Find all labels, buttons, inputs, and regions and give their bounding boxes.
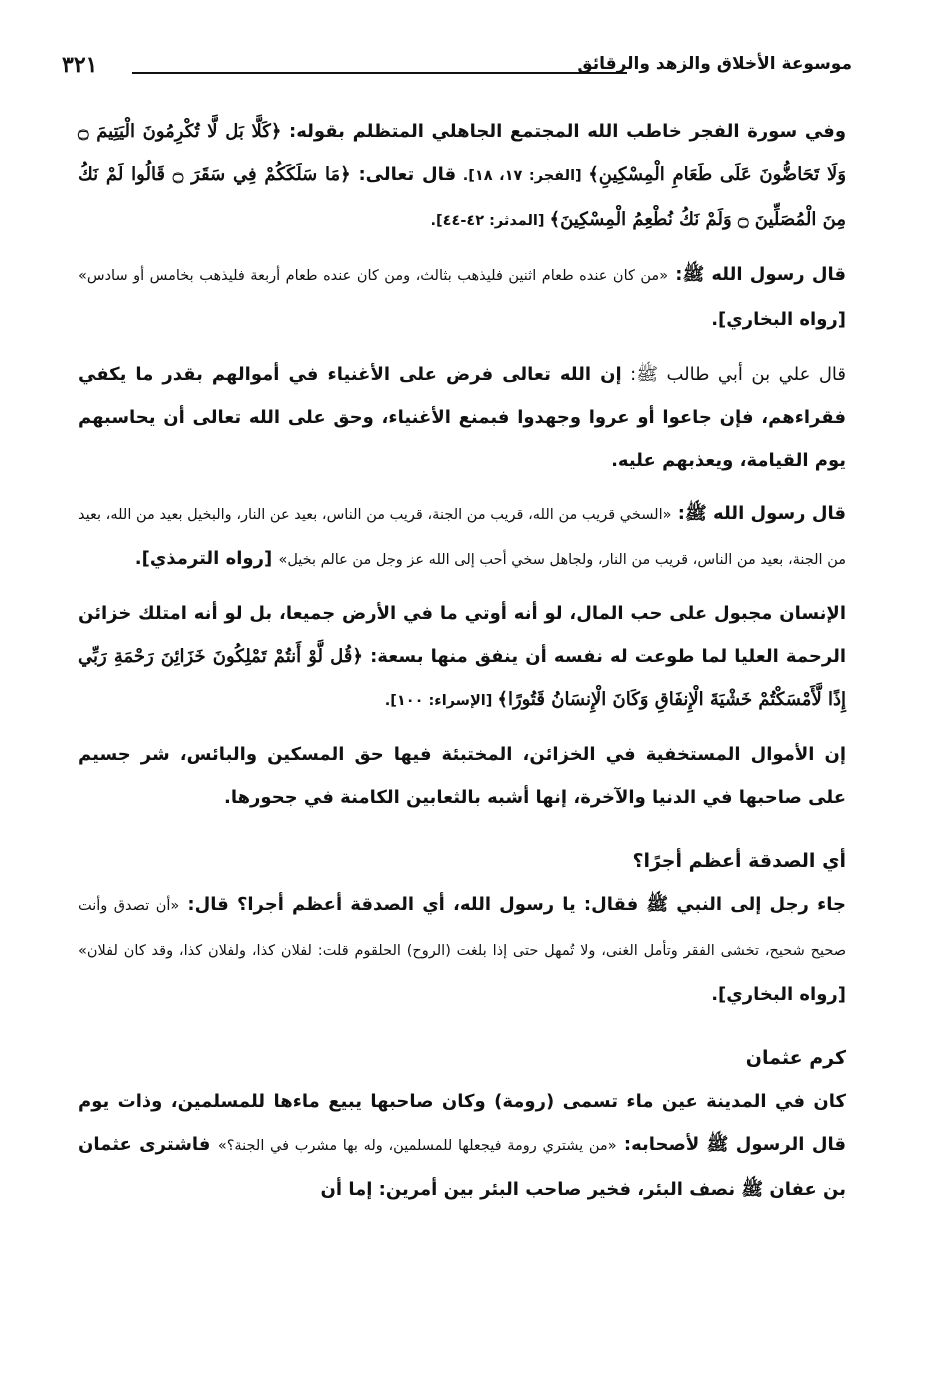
page-content — [78, 110, 846, 1221]
paragraph-lead: جاء رجل إلى النبي ﷺ فقال: يا رسول الله، أي الصدقة أعظم أجرا؟ قال: — [179, 894, 846, 915]
paragraph-continuation: فاشترى عثمان بن عفان ﷺ نصف البئر، فخير صاحب البئر بين أمرين: إما أن — [78, 1134, 846, 1200]
reference-fajr: [الفجر: ١٧، ١٨]. — [456, 168, 589, 184]
reference-muddaththir: [المدثر: ٤٢-٤٤]. — [430, 213, 550, 229]
paragraph-lead: كان في المدينة عين ماء تسمى (رومة) وكان صاحبها يبيع ماءها للمسلمين، وذات يوم قال الرسول ﷺ لأصحابه: — [78, 1091, 846, 1155]
quran-quote-fajr: ﴿كَلَّا بَل لَّا تُكْرِمُونَ الْيَتِيمَ ۝ وَلَا تَحَاضُّونَ عَلَى طَعَامِ الْمِسْكِينِ﴾ — [78, 121, 847, 185]
paragraph-mid: قال تعالى: — [350, 164, 457, 185]
hadith-reference: [رواه البخاري]. — [711, 309, 846, 330]
hadith-quote: «السخي قريب من الله، قريب من الجنة، قريب من الناس، بعيد عن النار، والبخيل بعيد من الله، بعيد من الجنة، بعيد من الناس، قريب من النار، ولجاهل سخي أحب إلى الله عز وجل من عالم بخيل» — [78, 507, 846, 568]
quran-quote-muddaththir: ﴿مَا سَلَكَكُمْ فِي سَقَرَ ۝ قَالُوا لَمْ نَكُ مِنَ الْمُصَلِّينَ ۝ وَلَمْ نَكُ نُطْعِمُ الْمِسْكِينَ﴾ — [78, 164, 846, 230]
paragraph-uthman — [78, 1080, 846, 1211]
paragraph-lead: قال علي بن أبي طالب ﷺ: — [621, 364, 846, 385]
page-number: ٣٢١ — [62, 52, 98, 78]
header-rule — [132, 72, 627, 74]
running-title: موسوعة الأخلاق والزهد والرقائق — [577, 54, 852, 74]
paragraph-ali — [78, 353, 846, 482]
paragraph-body: الإنسان مجبول على حب المال، لو أنه أوتي ما في الأرض جميعا، بل لو أنه امتلك خزائن الرحمة العليا لما طوعت له نفسه أن ينفق منها بسعة: — [78, 603, 847, 667]
paragraph-body: إن الأموال المستخفية في الخزائن، المختبئة فيها حق المسكين والبائس، شر جسيم على صاحبها في الدنيا والآخرة، إنها أشبه بالثعابين الكامنة في جحورها. — [78, 744, 846, 808]
paragraph-lead: وفي سورة الفجر خاطب الله المجتمع الجاهلي المتظلم بقوله: — [281, 121, 847, 142]
paragraph-lead: قال رسول الله ﷺ: — [671, 503, 846, 524]
paragraph-body: إن الله تعالى فرض على الأغنياء في أموالهم بقدر ما يكفي فقراءهم، فإن جاعوا أو عروا وجهدوا فبمنع الأغنياء، وحق على الله تعالى أن يحاسبهم يوم القيامة، ويعذبهم عليه. — [78, 364, 846, 471]
paragraph-hadith-food — [78, 253, 846, 343]
paragraph-hadith-generous — [78, 492, 846, 582]
quran-quote-isra: ﴿قُل لَّوْ أَنتُمْ تَمْلِكُونَ خَزَائِنَ رَحْمَةِ رَبِّي إِذًا لَّأَمْسَكْتُمْ خَشْيَةَ الْإِنفَاقِ وَكَانَ الْإِنسَانُ قَتُورًا﴾ — [78, 646, 846, 710]
section-heading-uthman: كرم عثمان — [745, 1047, 846, 1069]
paragraph-hidden-wealth — [78, 733, 846, 819]
hadith-quote: «من كان عنده طعام اثنين فليذهب بثالث، ومن كان عنده طعام أربعة فليذهب بخامس أو سادس» — [78, 268, 669, 284]
hadith-reference: [رواه الترمذي]. — [134, 548, 279, 569]
reference-isra: [الإسراء: ١٠٠]. — [384, 693, 498, 709]
paragraph-charity — [78, 883, 846, 1016]
hadith-reference: [رواه البخاري]. — [711, 984, 846, 1005]
page-header — [62, 52, 852, 92]
hadith-quote: «أن تصدق وأنت صحيح شحيح، تخشى الفقر وتأمل الغنى، ولا تُمهل حتى إذا بلغت (الروح) الحلقوم قلت: لفلان كذا، ولفلان كذا، وقد كان لفلان» — [78, 898, 846, 959]
hadith-quote: «من يشتري رومة فيجعلها للمسلمين، وله بها مشرب في الجنة؟» — [217, 1138, 617, 1154]
section-heading-charity: أي الصدقة أعظم أجرًا؟ — [632, 850, 846, 872]
paragraph-wealth — [78, 592, 846, 723]
paragraph-lead: قال رسول الله ﷺ: — [668, 264, 846, 285]
paragraph-fajr — [78, 110, 846, 243]
